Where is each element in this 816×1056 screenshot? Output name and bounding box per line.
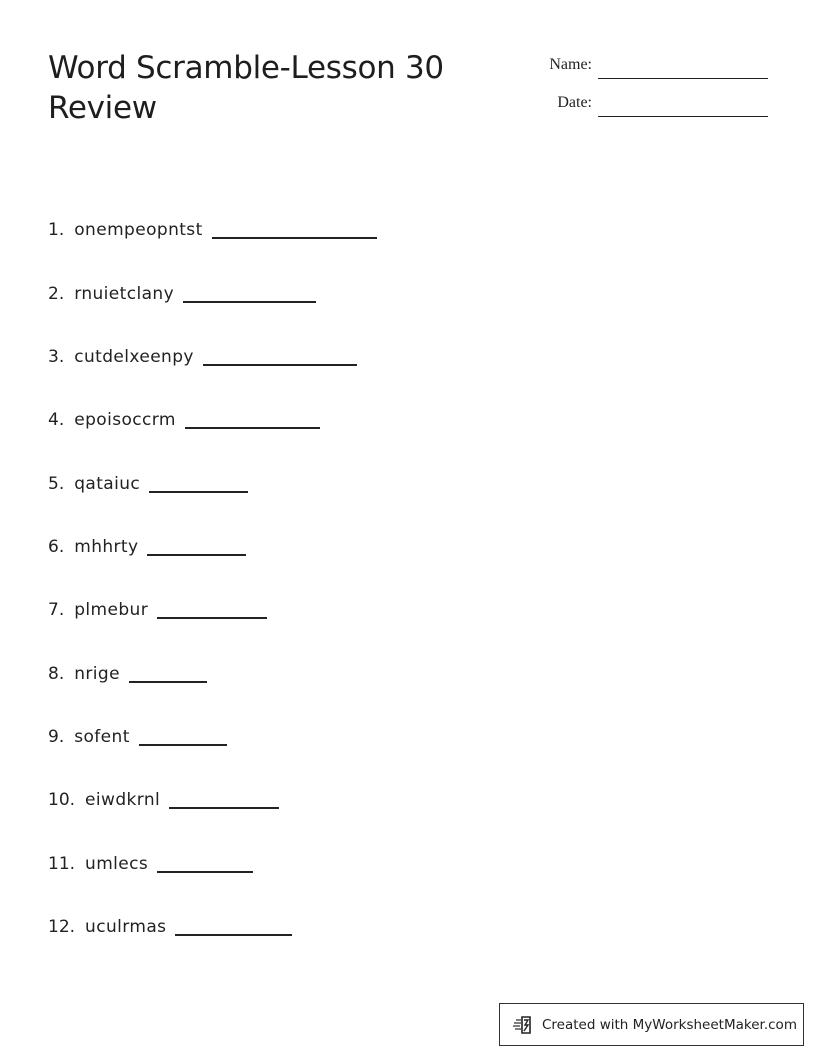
- item-number: 2.: [48, 284, 65, 304]
- answer-blank: [157, 616, 267, 619]
- list-item: [48, 661, 207, 687]
- footer-credit-text: Created with MyWorksheetMaker.com: [542, 1016, 797, 1033]
- item-number: 12.: [48, 917, 76, 937]
- scrambled-word: rnuietclany: [74, 284, 175, 304]
- list-item: [48, 281, 316, 307]
- scrambled-word: onempeopntst: [74, 220, 203, 240]
- list-item: [48, 217, 377, 243]
- list-item: [48, 914, 292, 940]
- list-item: [48, 851, 253, 877]
- item-number: 9.: [48, 727, 65, 747]
- item-number: 10.: [48, 790, 76, 810]
- answer-blank: [149, 490, 248, 493]
- myworksheetmaker-logo-icon: [512, 1014, 534, 1036]
- footer-credit-badge: [499, 1003, 804, 1046]
- item-number: 6.: [48, 537, 65, 557]
- name-label: Name:: [549, 56, 592, 73]
- name-answer-line: [598, 78, 768, 79]
- list-item: [48, 344, 357, 370]
- scrambled-word: umlecs: [85, 854, 149, 874]
- scrambled-word: plmebur: [74, 600, 149, 620]
- list-item: [48, 471, 248, 497]
- item-number: 1.: [48, 220, 65, 240]
- item-number: 8.: [48, 664, 65, 684]
- list-item: [48, 597, 267, 623]
- scrambled-word: uculrmas: [85, 917, 167, 937]
- item-number: 4.: [48, 410, 65, 430]
- scrambled-word: eiwdkrnl: [85, 790, 161, 810]
- scrambled-word: cutdelxeenpy: [74, 347, 194, 367]
- list-item: [48, 407, 320, 433]
- answer-blank: [183, 300, 316, 303]
- answer-blank: [129, 680, 207, 683]
- item-number: 5.: [48, 474, 65, 494]
- answer-blank: [185, 426, 320, 429]
- date-field: [520, 90, 768, 112]
- answer-blank: [147, 553, 246, 556]
- scrambled-word: epoisoccrm: [74, 410, 176, 430]
- item-number: 3.: [48, 347, 65, 367]
- item-number: 7.: [48, 600, 65, 620]
- scrambled-word: nrige: [74, 664, 120, 684]
- answer-blank: [203, 363, 357, 366]
- item-number: 11.: [48, 854, 76, 874]
- answer-blank: [169, 806, 279, 809]
- worksheet-title: Word Scramble-Lesson 30 Review: [48, 50, 444, 126]
- answer-blank: [175, 933, 292, 936]
- answer-blank: [212, 236, 377, 239]
- scrambled-word: sofent: [74, 727, 130, 747]
- list-item: [48, 724, 227, 750]
- scrambled-word: mhhrty: [74, 537, 139, 557]
- date-label: Date:: [557, 94, 592, 111]
- date-answer-line: [598, 116, 768, 117]
- name-field: [520, 52, 768, 74]
- scrambled-word: qataiuc: [74, 474, 141, 494]
- answer-blank: [139, 743, 227, 746]
- list-item: [48, 534, 246, 560]
- list-item: [48, 787, 279, 813]
- answer-blank: [157, 870, 253, 873]
